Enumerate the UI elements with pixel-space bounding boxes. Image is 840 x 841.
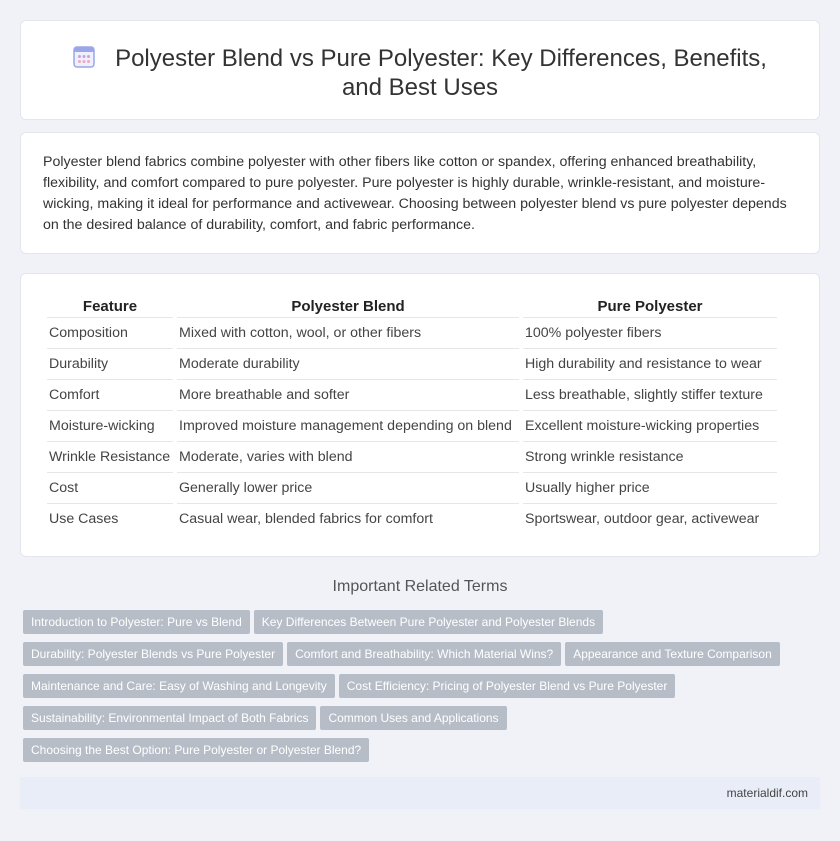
table-row: [47, 411, 777, 442]
related-term-tag[interactable]: Comfort and Breathability: Which Material Wins?: [287, 642, 561, 666]
table-cell: Usually higher price: [523, 473, 777, 504]
related-term-tag[interactable]: Choosing the Best Option: Pure Polyester or Polyester Blend?: [23, 738, 369, 762]
table-cell: Wrinkle Resistance: [47, 442, 173, 473]
table-cell: Moderate, varies with blend: [177, 442, 519, 473]
tag-row: [23, 642, 823, 674]
related-term-tag[interactable]: Durability: Polyester Blends vs Pure Polyester: [23, 642, 283, 666]
related-term-tag[interactable]: Cost Efficiency: Pricing of Polyester Blend vs Pure Polyester: [339, 674, 676, 698]
table-cell: Strong wrinkle resistance: [523, 442, 777, 473]
column-header-feature: Feature: [47, 294, 173, 318]
table-row: [47, 349, 777, 380]
table-cell: Generally lower price: [177, 473, 519, 504]
comparison-table-card: [20, 273, 820, 557]
related-term-tag[interactable]: Maintenance and Care: Easy of Washing and Longevity: [23, 674, 335, 698]
table-cell: Mixed with cotton, wool, or other fibers: [177, 318, 519, 349]
tag-row: [23, 706, 823, 738]
related-term-tag[interactable]: Sustainability: Environmental Impact of Both Fabrics: [23, 706, 316, 730]
related-term-tag[interactable]: Introduction to Polyester: Pure vs Blend: [23, 610, 250, 634]
footer-bar: [20, 777, 820, 809]
table-cell: Excellent moisture-wicking properties: [523, 411, 777, 442]
calendar-icon: [73, 44, 95, 68]
tag-row: [23, 610, 823, 642]
table-cell: 100% polyester fibers: [523, 318, 777, 349]
related-terms-tags: [23, 610, 823, 770]
intro-card: [20, 132, 820, 254]
related-term-tag[interactable]: Appearance and Texture Comparison: [565, 642, 780, 666]
tag-row: [23, 674, 823, 706]
table-cell: Casual wear, blended fabrics for comfort: [179, 511, 433, 527]
table-row: [47, 504, 777, 534]
page-title-row: [61, 44, 779, 102]
table-header-row: [47, 294, 777, 318]
table-cell: Sportswear, outdoor gear, activewear: [525, 511, 760, 527]
table-cell: More breathable and softer: [177, 380, 519, 411]
header-card: [20, 20, 820, 120]
table-cell: Improved moisture management depending on blend: [177, 411, 519, 442]
page-title: Polyester Blend vs Pure Polyester: Key Differences, Benefits, and Best Uses: [115, 45, 767, 101]
table-cell: Moisture-wicking: [47, 411, 173, 442]
tag-row: [23, 738, 823, 770]
column-header-pure-polyester: Pure Polyester: [523, 294, 777, 318]
table-row: [47, 473, 777, 504]
table-cell: High durability and resistance to wear: [523, 349, 777, 380]
table-cell: Composition: [47, 318, 173, 349]
related-term-tag[interactable]: Key Differences Between Pure Polyester and Polyester Blends: [254, 610, 603, 634]
table-cell: Cost: [47, 473, 173, 504]
table-cell: Comfort: [47, 380, 173, 411]
table-cell: Use Cases: [49, 511, 119, 527]
related-terms-heading: Important Related Terms: [332, 578, 508, 595]
table-cell: Durability: [47, 349, 173, 380]
comparison-table: [43, 294, 781, 534]
table-row: [47, 442, 777, 473]
table-row: [47, 380, 777, 411]
table-cell: Less breathable, slightly stiffer texture: [523, 380, 777, 411]
intro-text: Polyester blend fabrics combine polyester with other fibers like cotton or spandex, offering enhanced breathability, flexibility, and comfort compared to pure polyester. Pure polyester is highly durable, wrinkle-resistant, and moisture-wicking, making it ideal for performance and activewear. Choosing between polyester blend vs pure polyester depends on the desired balance of durability, comfort, and fabric performance.: [43, 154, 787, 233]
site-name[interactable]: materialdif.com: [726, 786, 808, 800]
related-term-tag[interactable]: Common Uses and Applications: [320, 706, 506, 730]
column-header-polyester-blend: Polyester Blend: [177, 294, 519, 318]
table-cell: Moderate durability: [177, 349, 519, 380]
table-row: [47, 318, 777, 349]
